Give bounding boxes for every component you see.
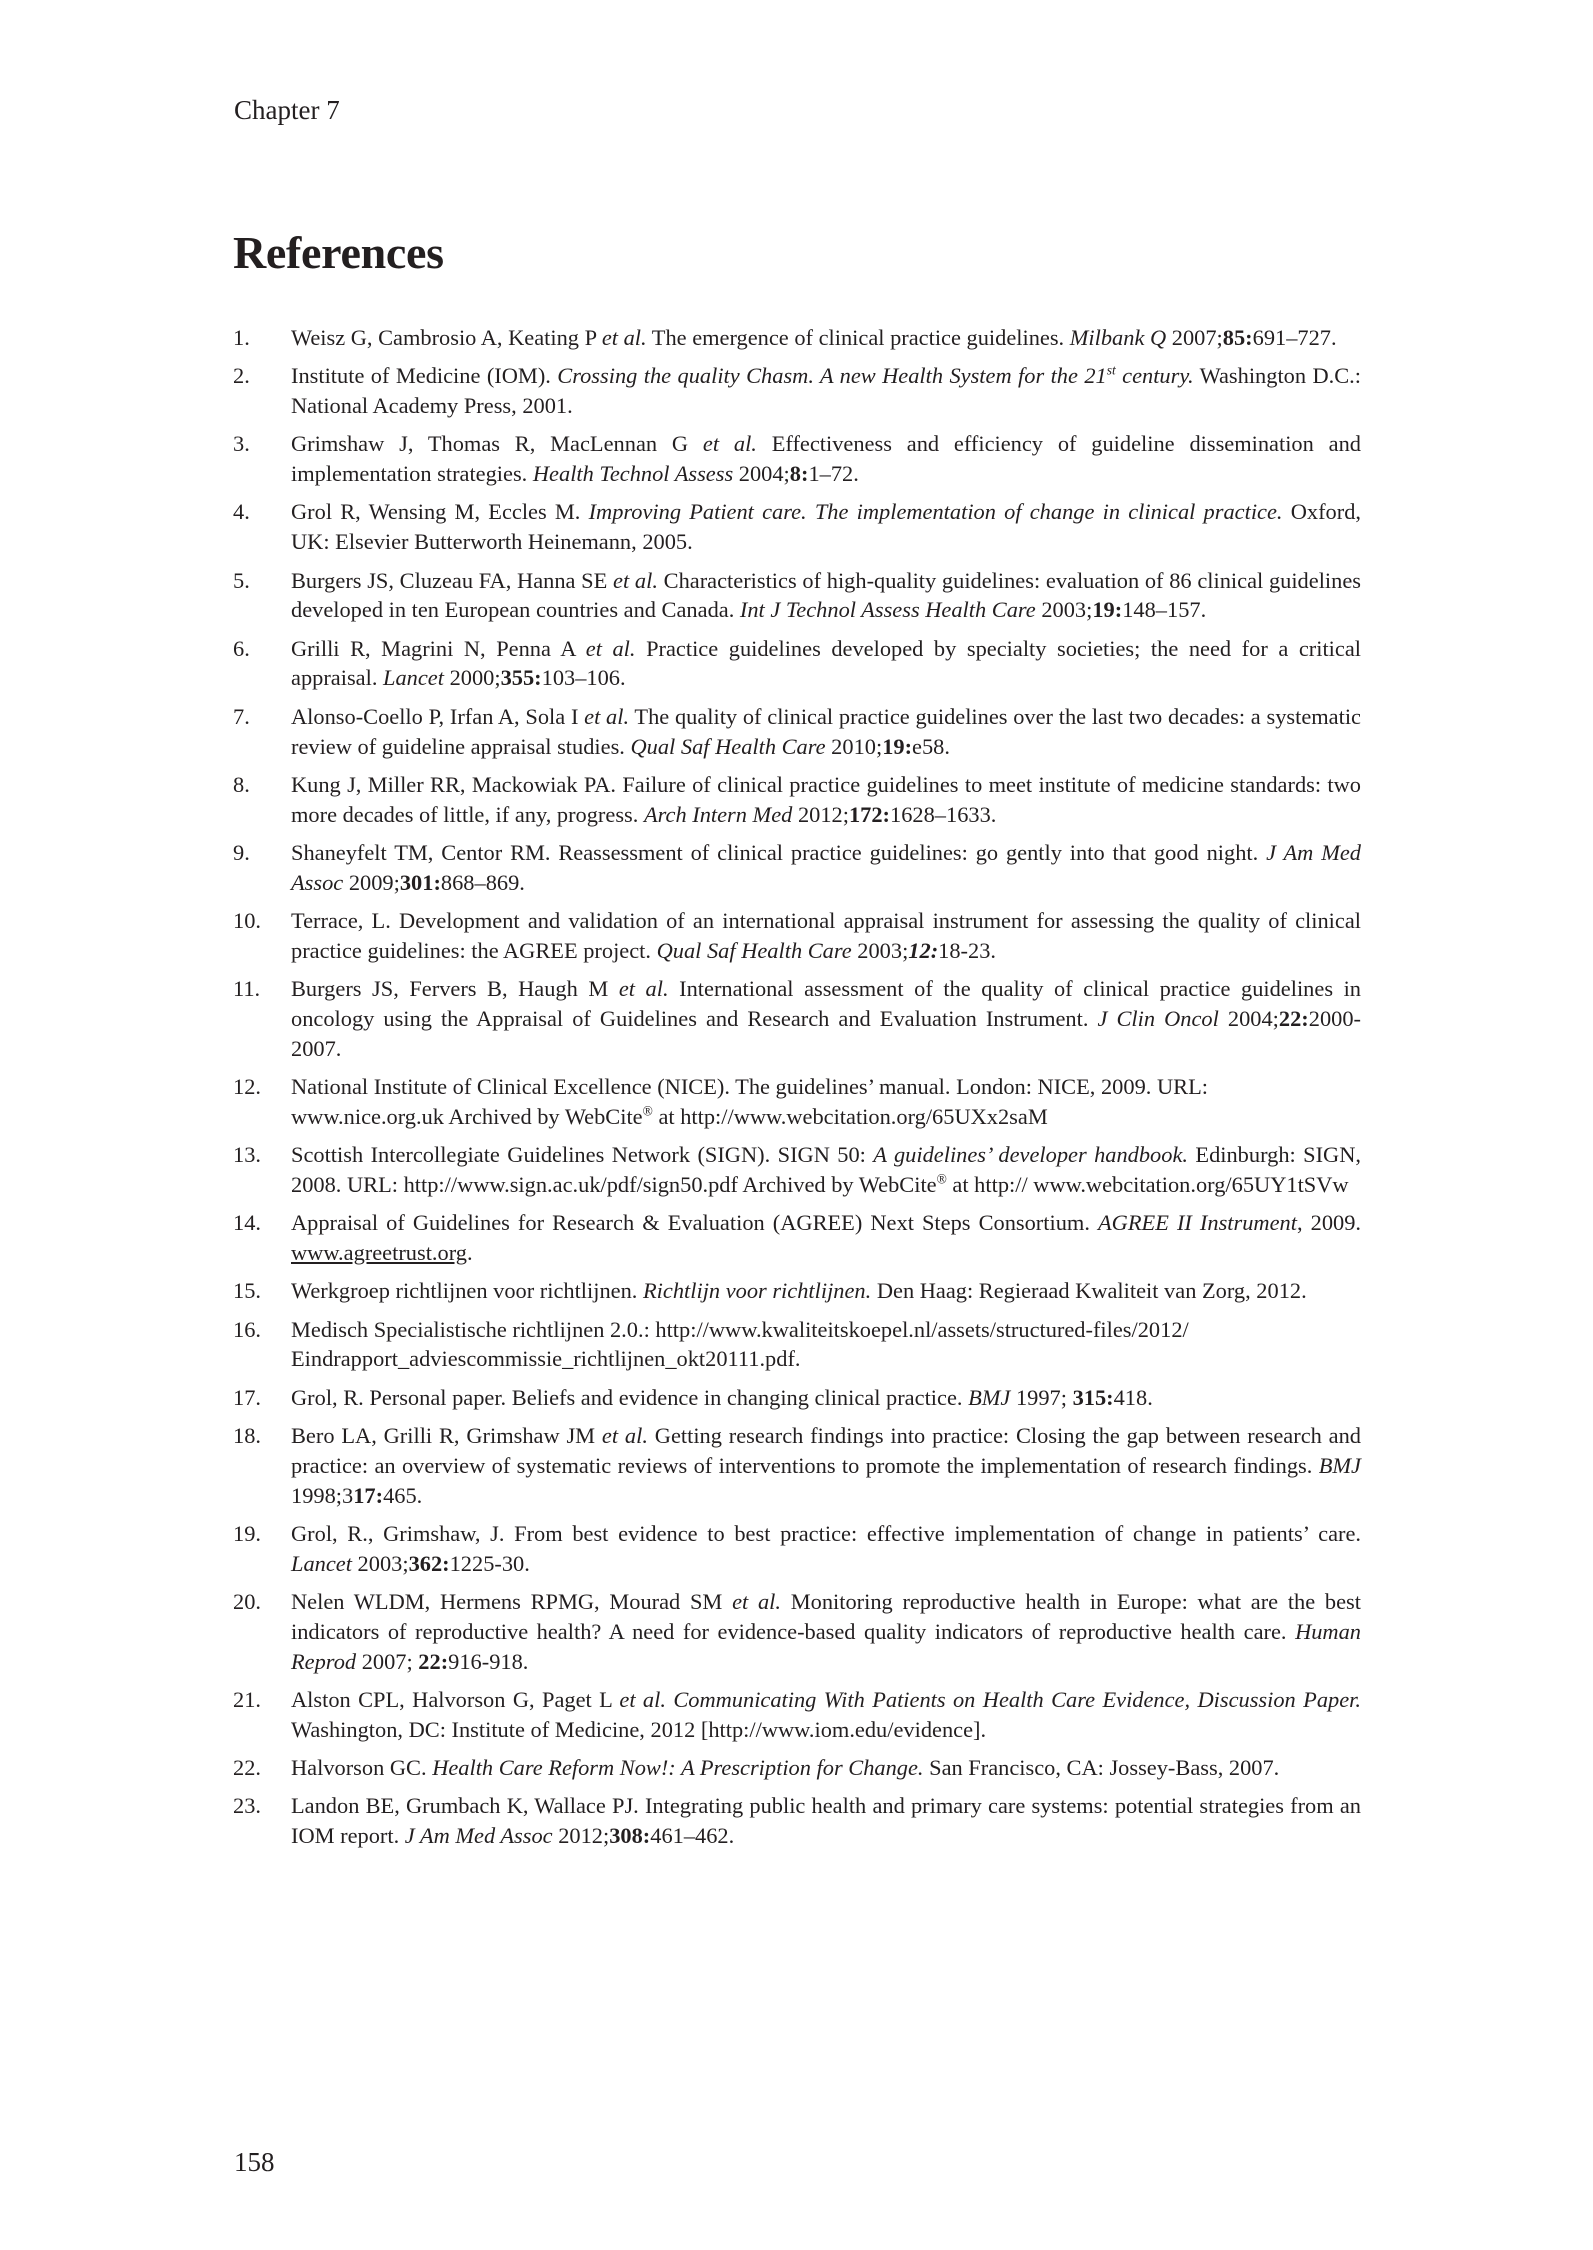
reference-text: Shaneyfelt TM, Centor RM. Reassessment of clinical practice guidelines: go gently into that good night. J Am Med Assoc 2009;301:868–869. [291, 839, 1361, 895]
reference-item [233, 770, 1361, 830]
reference-item [233, 497, 1361, 557]
reference-number: 3. [233, 431, 250, 457]
reference-number: 21. [233, 1686, 261, 1712]
reference-text: Burgers JS, Fervers B, Haugh M et al. International assessment of the quality of clinical practice guidelines in oncology using the Appraisal of Guidelines and Research and Evaluation Instrument. J Clin Oncol 2004;22:2000-2007. [291, 976, 1362, 1061]
reference-text: National Institute of Clinical Excellence (NICE). The guidelines’ manual. London: NICE, 2009. URL: www.nice.org.uk Archived by WebCite® at http://www.webcitation.org/65UXx2saM [291, 1074, 1208, 1129]
reference-text: Grol R, Wensing M, Eccles M. Improving Patient care. The implementation of change in clinical practice. Oxford, UK: Elsevier Butterworth Heinemann, 2005. [291, 499, 1361, 555]
reference-number: 20. [233, 1588, 261, 1614]
reference-text: Nelen WLDM, Hermens RPMG, Mourad SM et al. Monitoring reproductive health in Europe: what are the best indicators of reproductive health? A need for evidence-based quality indicators of reproductive health care. Human Reprod 2007; 22:916-918. [291, 1588, 1361, 1674]
reference-item [233, 1140, 1361, 1200]
reference-item [233, 323, 1361, 353]
reference-text: Medisch Specialistische richtlijnen 2.0.: http://www.kwaliteitskoepel.nl/assets/structured-files/2012/ Eindrapport_adviescommissie_richtlijnen_okt20111.pdf. [291, 1316, 1189, 1372]
reference-item [233, 906, 1361, 966]
reference-text: Grilli R, Magrini N, Penna A et al. Practice guidelines developed by specialty societies; the need for a critical appraisal. Lancet 2000;355:103–106. [291, 635, 1361, 691]
reference-item [233, 1519, 1361, 1579]
reference-number: 17. [233, 1384, 261, 1410]
reference-number: 16. [233, 1316, 261, 1342]
reference-text: Bero LA, Grilli R, Grimshaw JM et al. Getting research findings into practice: Closing the gap between research and practice: an overview of systematic reviews of interventions to promote the implementation of research findings. BMJ 1998;317:465. [291, 1423, 1361, 1508]
reference-number: 9. [233, 839, 250, 865]
reference-number: 2. [233, 363, 250, 389]
reference-number: 8. [233, 771, 250, 797]
reference-item [233, 1421, 1361, 1510]
reference-item [233, 838, 1361, 898]
reference-item [233, 1208, 1361, 1268]
section-title: References [233, 227, 444, 278]
reference-number: 12. [233, 1074, 261, 1100]
reference-text: Alston CPL, Halvorson G, Paget L et al. Communicating With Patients on Health Care Evidence, Discussion Paper. Washington, DC: Institute of Medicine, 2012 [http://www.iom.edu/evidence]. [291, 1686, 1361, 1742]
reference-text: Grimshaw J, Thomas R, MacLennan G et al. Effectiveness and efficiency of guideline dissemination and implementation strategies. Health Technol Assess 2004;8:1–72. [291, 431, 1361, 487]
reference-number: 4. [233, 499, 250, 525]
reference-number: 6. [233, 635, 250, 661]
reference-text: Kung J, Miller RR, Mackowiak PA. Failure of clinical practice guidelines to meet institute of medicine standards: two more decades of little, if any, progress. Arch Intern Med 2012;172:1628–1633. [291, 771, 1361, 827]
reference-text: Grol, R., Grimshaw, J. From best evidence to best practice: effective implementation of change in patients’ care. Lancet 2003;362:1225-30. [291, 1520, 1361, 1576]
reference-item [233, 974, 1361, 1063]
reference-text: Institute of Medicine (IOM). Crossing the quality Chasm. A new Health System for the 21st century. Washington D.C.: National Academy Press, 2001. [291, 362, 1361, 419]
reference-item [233, 361, 1361, 421]
running-head: Chapter 7 [234, 95, 340, 125]
reference-number: 23. [233, 1793, 261, 1819]
reference-number: 7. [233, 703, 250, 729]
page-number: 158 [234, 2147, 275, 2177]
reference-text: Alonso-Coello P, Irfan A, Sola I et al. The quality of clinical practice guidelines over the last two decades: a systematic review of guideline appraisal studies. Qual Saf Health Care 2010;19:e58. [291, 703, 1361, 759]
reference-item [233, 1383, 1361, 1413]
reference-number: 18. [233, 1423, 261, 1448]
reference-text: Scottish Intercollegiate Guidelines Network (SIGN). SIGN 50: A guidelines’ developer handbook. Edinburgh: SIGN, 2008. URL: http://www.sign.ac.uk/pdf/sign50.pdf Archived by WebCite® at http:// www.webcitation.org/65UY1tSVw [291, 1142, 1361, 1197]
reference-text: Weisz G, Cambrosio A, Keating P et al. The emergence of clinical practice guidelines. Milbank Q 2007;85:691–727. [291, 325, 1337, 350]
reference-text: Werkgroep richtlijnen voor richtlijnen. Richtlijn voor richtlijnen. Den Haag: Regieraad Kwaliteit van Zorg, 2012. [291, 1278, 1307, 1304]
reference-number: 10. [233, 908, 261, 934]
reference-item [233, 1276, 1361, 1306]
reference-text: Halvorson GC. Health Care Reform Now!: A Prescription for Change. San Francisco, CA: Jossey-Bass, 2007. [291, 1754, 1280, 1780]
reference-number: 22. [233, 1754, 261, 1780]
reference-number: 11. [233, 976, 261, 1002]
reference-number: 15. [233, 1278, 261, 1304]
reference-number: 14. [233, 1210, 261, 1236]
reference-list [233, 323, 1361, 1859]
reference-number: 5. [233, 567, 250, 593]
reference-item [233, 702, 1361, 762]
reference-number: 13. [233, 1142, 261, 1168]
reference-number: 19. [233, 1520, 261, 1546]
reference-item [233, 1753, 1361, 1783]
reference-item [233, 429, 1361, 489]
reference-item [233, 1587, 1361, 1676]
reference-text: Appraisal of Guidelines for Research & Evaluation (AGREE) Next Steps Consortium. AGREE II Instrument, 2009. www.agreetrust.org. [291, 1210, 1362, 1266]
reference-text: Landon BE, Grumbach K, Wallace PJ. Integrating public health and primary care systems: potential strategies from an IOM report. J Am Med Assoc 2012;308:461–462. [291, 1793, 1361, 1849]
reference-text: Terrace, L. Development and validation of an international appraisal instrument for assessing the quality of clinical practice guidelines: the AGREE project. Qual Saf Health Care 2003;12:18-23. [291, 908, 1361, 963]
reference-number: 1. [233, 325, 250, 350]
reference-item [233, 634, 1361, 694]
reference-item [233, 1072, 1361, 1132]
reference-text: Grol, R. Personal paper. Beliefs and evidence in changing clinical practice. BMJ 1997; 315:418. [291, 1384, 1153, 1410]
reference-text: Burgers JS, Cluzeau FA, Hanna SE et al. Characteristics of high-quality guidelines: evaluation of 86 clinical guidelines developed in ten European countries and Canada. Int J Technol Assess Health Care 2003;19:148–157. [291, 567, 1361, 623]
reference-item [233, 1315, 1361, 1375]
reference-item [233, 566, 1361, 626]
reference-item [233, 1685, 1361, 1745]
reference-item [233, 1791, 1361, 1851]
